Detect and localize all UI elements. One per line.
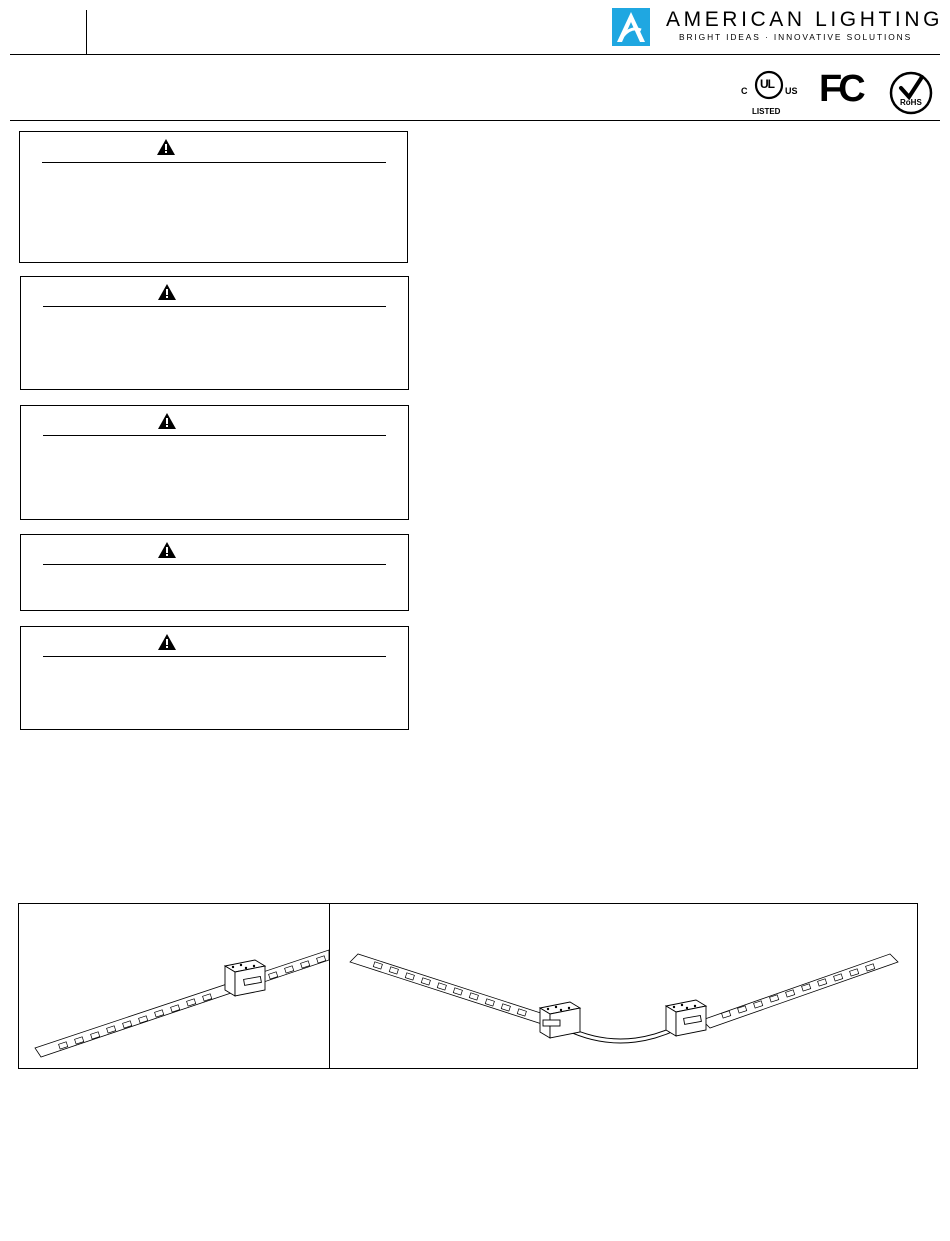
warning-rule [43, 306, 386, 307]
brand-logo [612, 8, 650, 46]
warning-triangle-icon [158, 413, 176, 429]
warning-box-2 [20, 276, 409, 390]
warning-rule [42, 162, 386, 163]
warning-rule [43, 656, 386, 657]
american-lighting-logo-icon [612, 8, 650, 46]
rohs-check-icon [889, 71, 933, 115]
rohs-text: RoHS [900, 98, 922, 107]
ul-c-text: C [741, 86, 748, 96]
brand-tagline: BRIGHT IDEAS · INNOVATIVE SOLUTIONS [679, 32, 913, 42]
cert-bottom-rule [10, 120, 940, 121]
led-strip-with-connector-icon [19, 904, 329, 1068]
warning-triangle-icon [158, 542, 176, 558]
warning-box-1 [19, 131, 408, 263]
warning-rule [43, 435, 386, 436]
rohs-mark [889, 71, 933, 115]
ul-us-text: US [785, 86, 798, 96]
warning-box-3 [20, 405, 409, 520]
brand-name: AMERICAN LIGHTING [666, 8, 944, 31]
fcc-mark: FC [819, 68, 862, 110]
warning-triangle-icon [158, 284, 176, 300]
warning-triangle-icon [158, 634, 176, 650]
warning-rule [43, 564, 386, 565]
warning-triangle-icon [157, 139, 175, 155]
led-strips-joined-by-jumper-icon [330, 904, 917, 1068]
ul-mark-text: UL [760, 77, 774, 91]
warning-box-4 [20, 534, 409, 611]
ul-listed-text: LISTED [752, 107, 781, 116]
warning-box-5 [20, 626, 409, 730]
header-divider [86, 10, 87, 55]
header-top-rule [10, 54, 940, 55]
